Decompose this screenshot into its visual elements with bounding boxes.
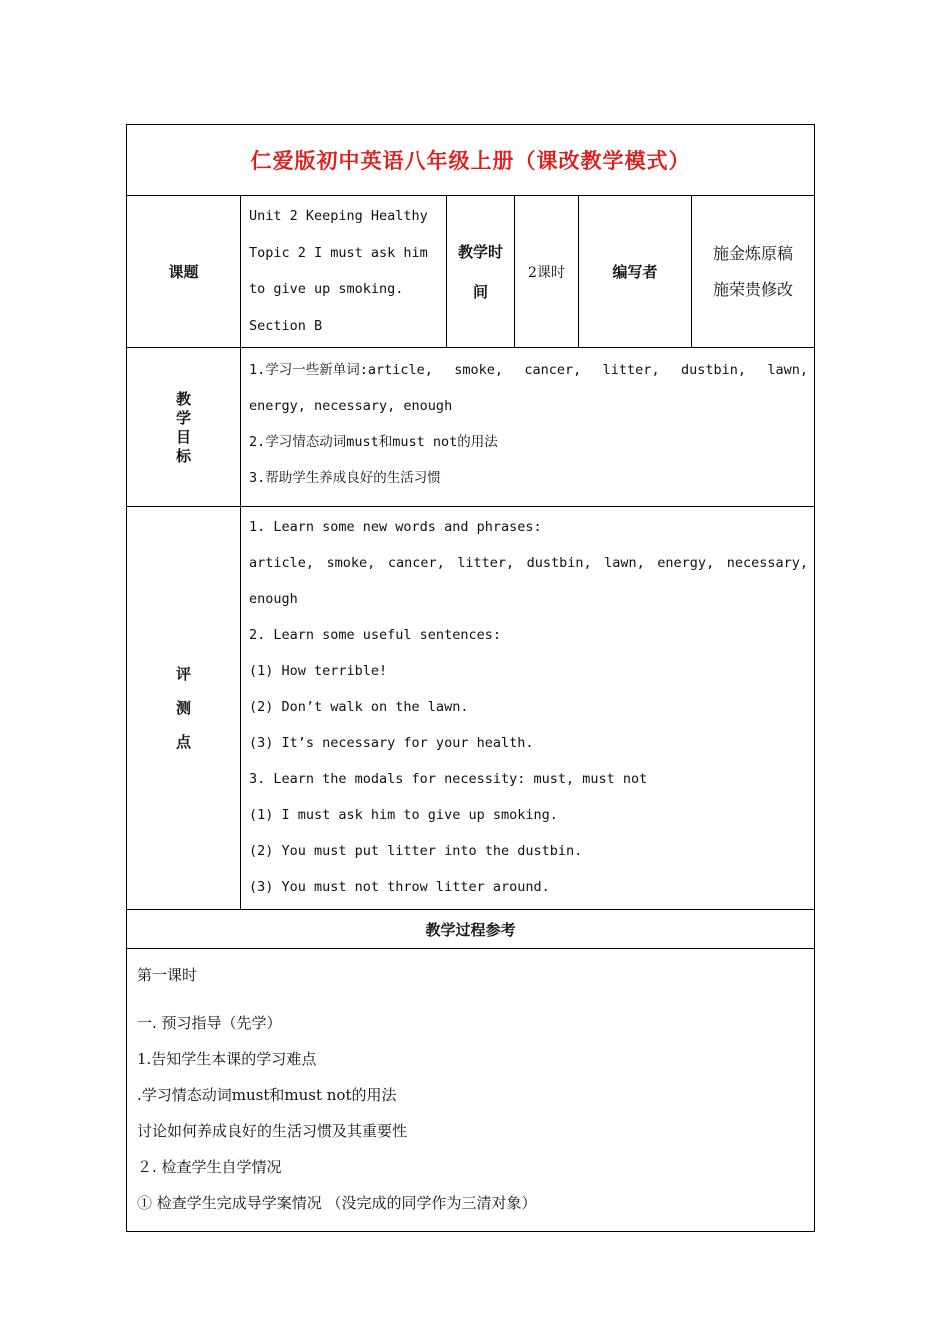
eval-label <box>127 507 241 910</box>
author-label: 编写者 <box>579 196 692 348</box>
eval-label-char: 测 <box>175 699 191 717</box>
goals-label <box>127 348 241 507</box>
eval-label-char: 点 <box>175 733 191 751</box>
eval-word: litter, <box>457 555 515 571</box>
goals-cell <box>241 348 815 507</box>
process-line: .学习情态动词must和must not的用法 <box>137 1086 397 1104</box>
goals-label-char: 教 <box>175 390 191 408</box>
time-value: 2课时 <box>515 196 579 348</box>
goals-line: energy, necessary, enough <box>249 398 453 414</box>
eval-line: (1) How terrible! <box>249 663 388 679</box>
time-label-line: 间 <box>472 282 488 301</box>
time-label <box>447 196 515 348</box>
goals-label-char: 标 <box>175 447 191 465</box>
process-cell <box>127 949 815 1232</box>
topic-line: Section B <box>249 317 323 334</box>
eval-line: 2. Learn some useful sentences: <box>249 627 501 643</box>
eval-word: dustbin, <box>526 555 592 571</box>
goals-label-char: 目 <box>175 428 191 446</box>
goal-word: litter, <box>602 362 660 378</box>
topic-cell <box>241 196 447 348</box>
eval-line: enough <box>249 591 298 607</box>
goal-word: smoke, <box>454 362 504 378</box>
topic-line: Unit 2 Keeping Healthy <box>249 208 428 224</box>
goal-word: lawn, <box>767 362 808 378</box>
eval-label-char: 评 <box>175 665 191 683</box>
eval-line <box>249 545 808 581</box>
process-line: 一. 预习指导（先学） <box>137 1014 282 1032</box>
process-heading: 教学过程参考 <box>127 910 815 949</box>
process-line: ２. 检查学生自学情况 <box>137 1158 282 1176</box>
topic-label: 课题 <box>127 196 241 348</box>
author-name: 施荣贵修改 <box>712 279 793 299</box>
eval-word: article, <box>249 555 315 571</box>
eval-word: cancer, <box>387 555 445 571</box>
eval-cell <box>241 507 815 910</box>
eval-word: smoke, <box>326 555 376 571</box>
goals-line: 3.帮助学生养成良好的生活习惯 <box>249 470 441 486</box>
topic-line: to give up smoking. <box>249 281 404 297</box>
document-title: 仁爱版初中英语八年级上册（课改教学模式） <box>127 125 815 196</box>
process-line: ① 检查学生完成导学案情况 （没完成的同学作为三清对象） <box>137 1194 537 1212</box>
eval-line: (3) It’s necessary for your health. <box>249 735 534 751</box>
author-name: 施金炼原稿 <box>712 243 793 263</box>
eval-line: 3. Learn the modals for necessity: must, must not <box>249 771 648 787</box>
topic-line: Topic 2 I must ask him <box>249 244 428 261</box>
process-line: 讨论如何养成良好的生活习惯及其重要性 <box>137 1122 408 1140</box>
goals-line: 2.学习情态动词must和must not的用法 <box>249 434 498 450</box>
goal-word: dustbin, <box>680 362 746 378</box>
eval-line: (1) I must ask him to give up smoking. <box>249 807 558 823</box>
eval-word: lawn, <box>604 555 645 571</box>
goals-line <box>249 352 808 388</box>
eval-line: (2) You must put litter into the dustbin. <box>249 843 583 859</box>
goal-word: cancer, <box>524 362 582 378</box>
author-cell <box>692 196 815 348</box>
time-label-line: 教学时 <box>457 242 503 261</box>
goal-word: 1.学习一些新单词:article, <box>249 362 433 378</box>
goals-label-char: 学 <box>175 409 191 427</box>
eval-line: (3) You must not throw litter around. <box>249 879 550 895</box>
eval-line: (2) Don’t walk on the lawn. <box>249 699 469 715</box>
process-line: 1.告知学生本课的学习难点 <box>137 1050 317 1068</box>
eval-line: 1. Learn some new words and phrases: <box>249 519 542 535</box>
eval-word: energy, <box>657 555 715 571</box>
eval-word: necessary, <box>726 555 808 571</box>
lesson-plan-table <box>126 124 815 1232</box>
process-line: 第一课时 <box>137 966 198 984</box>
